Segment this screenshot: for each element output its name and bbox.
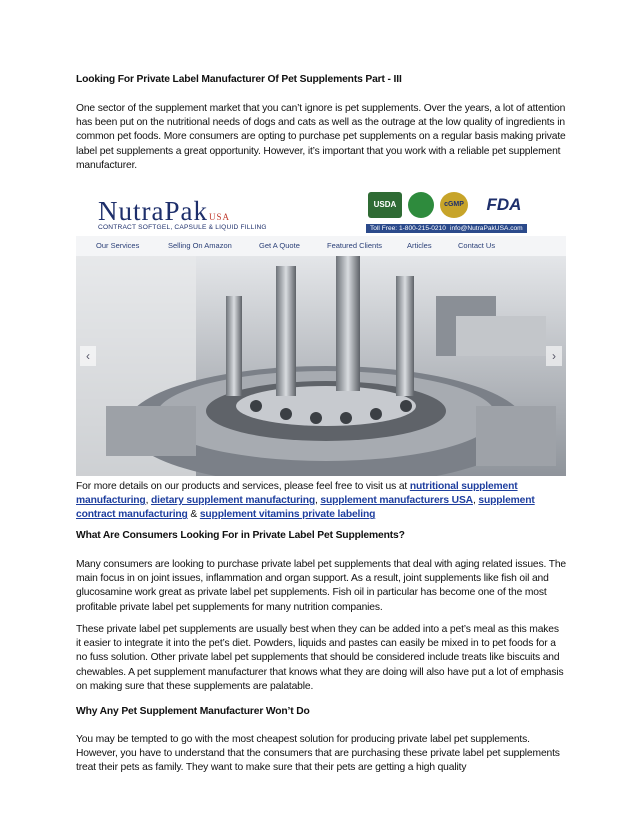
details-paragraph: For more details on our products and services, please feel free to visit us at nutritional supplement manufacturing, dietary supplement manufacturing, supplement manufacturers USA, supplement contract manufacturing & supplement vitamins private labeling — [76, 481, 535, 521]
link-dietary-supplement-manufacturing[interactable]: dietary supplement manufacturing — [150, 495, 315, 507]
section-heading-manufacturer: Why Any Pet Supplement Manufacturer Won’t Do — [76, 706, 310, 717]
usda-badge: USDA — [368, 192, 402, 218]
banner-nav — [76, 236, 566, 257]
section1-paragraph-1: Many consumers are looking to purchase private label pet supplements that deal with aging related issues. The main focus in on joint issues, inflammation and organ support. As a result, joint supplements like fish oil and glucosamine work great as private label pet supplements. Fish oil in particular has become one of the most profitable private label pet supplements for many nutrition companies. — [76, 559, 567, 613]
phone-number: Toll Free: 1-800-215-0210 — [366, 224, 450, 233]
section1-paragraph-2: These private label pet supplements are usually best when they can be added into a pet’s meal as this makes it easier to integrate it into the pet’s diet. Powders, liquids and pastes can easily be mixed in to pet foods for a no fuss solution. Other private label pet supplements that should be considered include treats like biscuits and chewables. A pet supplement manufacturer that knows what they are doing will also have put a lot of emphasis on making sure that these supplements are palatable. — [76, 624, 564, 692]
link-supplement-manufacturers-usa[interactable]: supplement manufacturers USA — [320, 495, 473, 507]
nutrapak-banner-image — [76, 186, 566, 476]
link-supplement-contract-manufacturing[interactable]: supplement contract manufacturing — [76, 495, 535, 521]
carousel-prev-icon: ‹ — [80, 346, 96, 366]
capsule-machine-photo — [76, 256, 566, 476]
nav-featured-clients: Featured Clients — [327, 241, 383, 250]
nav-our-services: Our Services — [96, 241, 140, 250]
banner-tagline: CONTRACT SOFTGEL, CAPSULE & LIQUID FILLING — [98, 224, 267, 231]
recycle-icon — [408, 192, 434, 218]
article-title: Looking For Private Label Manufacturer Of Pet Supplements Part - III — [76, 74, 402, 85]
section2-paragraph-1: You may be tempted to go with the most cheapest solution for producing private label pet supplements. However, you have to understand that the consumers that are purchasing these private label pet supplements treat their pets as family. They want to make sure that their pets are getting a high quality — [76, 734, 560, 774]
email-address: info@NutraPakUSA.com — [446, 224, 527, 233]
nutrapak-logo: NutraPakUSA — [98, 196, 230, 226]
link-supplement-vitamins-private-labeling[interactable]: supplement vitamins private labeling — [199, 509, 376, 521]
carousel-next-icon: › — [546, 346, 562, 366]
nav-get-a-quote: Get A Quote — [259, 241, 300, 250]
fda-badge: FDA — [476, 192, 532, 218]
banner-header — [76, 186, 566, 236]
nav-selling-on-amazon: Selling On Amazon — [168, 241, 232, 250]
nav-articles: Articles — [407, 241, 432, 250]
section-heading-consumers: What Are Consumers Looking For in Private Label Pet Supplements? — [76, 530, 405, 541]
nav-contact-us: Contact Us — [458, 241, 496, 250]
intro-paragraph: One sector of the supplement market that you can’t ignore is pet supplements. Over the years, a lot of attention has been put on the nutritional needs of dogs and cats as well as the outrage at the low quality of ingredients in common pet foods. More consumers are opting to purchase pet supplements on a regular basis making private label pet supplements a great opportunity. However, it’s important that you work with a reliable pet supplement manufacturer. — [76, 103, 566, 171]
link-nutritional-supplement-manufacturing[interactable]: nutritional supplement manufacturing — [76, 481, 518, 507]
cgmp-badge: cGMP — [440, 192, 468, 218]
